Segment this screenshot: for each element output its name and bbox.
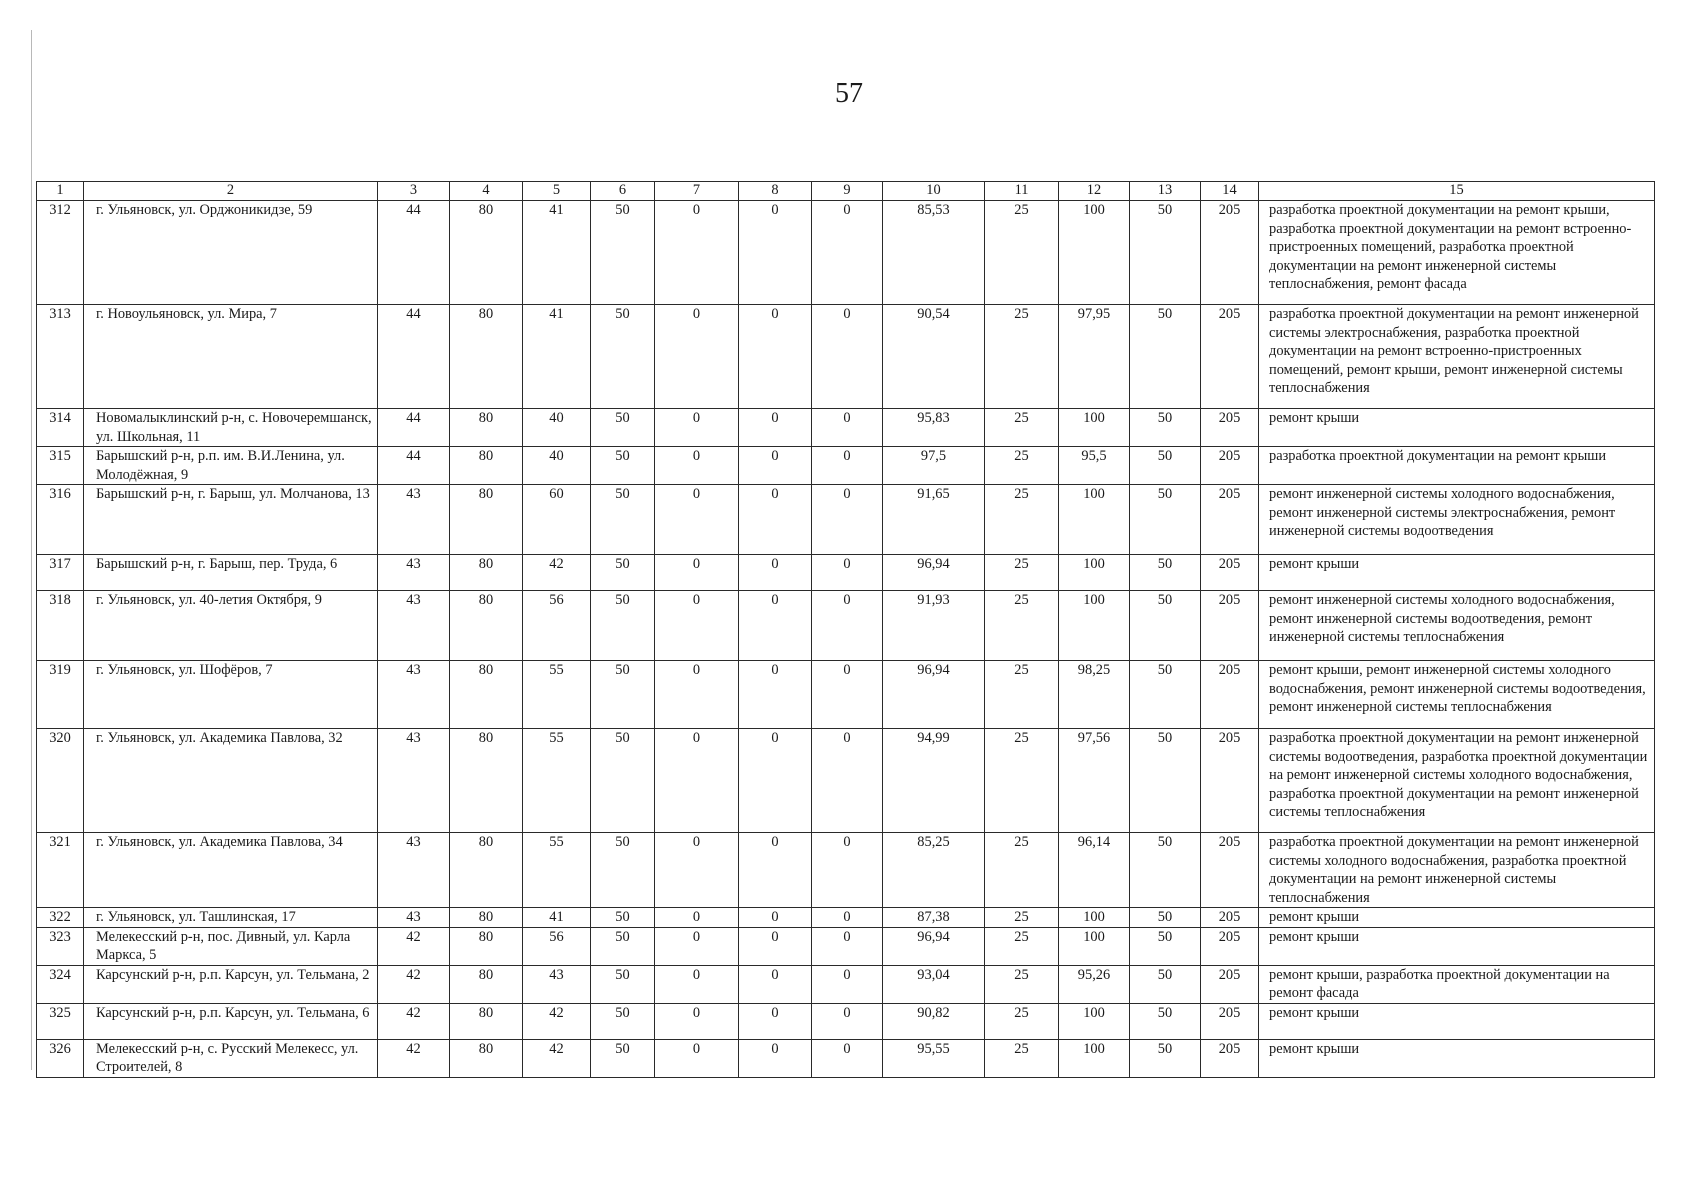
row-number-cell: 316	[37, 485, 84, 555]
table-row	[37, 1039, 1655, 1077]
address-cell: г. Ульяновск, ул. Орджоникидзе, 59	[84, 201, 378, 305]
cell-c5: 40	[523, 409, 591, 447]
cell-c9: 0	[812, 485, 883, 555]
cell-c3: 44	[378, 201, 450, 305]
address-cell: Барышский р-н, р.п. им. В.И.Ленина, ул. Молодёжная, 9	[84, 447, 378, 485]
cell-c12: 100	[1059, 908, 1130, 928]
header-row	[37, 182, 1655, 201]
cell-c6: 50	[591, 201, 655, 305]
cell-c4: 80	[450, 555, 523, 591]
cell-c6: 50	[591, 485, 655, 555]
cell-c8: 0	[739, 591, 812, 661]
cell-c12: 96,14	[1059, 833, 1130, 908]
cell-c14: 205	[1201, 908, 1259, 928]
cell-c8: 0	[739, 485, 812, 555]
cell-c7: 0	[655, 1003, 739, 1039]
cell-c5: 56	[523, 591, 591, 661]
cell-c3: 43	[378, 908, 450, 928]
address-cell: г. Ульяновск, ул. 40-летия Октября, 9	[84, 591, 378, 661]
cell-c13: 50	[1130, 908, 1201, 928]
cell-c4: 80	[450, 927, 523, 965]
table-row	[37, 729, 1655, 833]
cell-c11: 25	[985, 485, 1059, 555]
cell-c4: 80	[450, 1039, 523, 1077]
cell-c9: 0	[812, 555, 883, 591]
cell-c3: 43	[378, 591, 450, 661]
cell-c14: 205	[1201, 833, 1259, 908]
address-cell: г. Ульяновск, ул. Ташлинская, 17	[84, 908, 378, 928]
cell-c9: 0	[812, 927, 883, 965]
cell-c14: 205	[1201, 729, 1259, 833]
cell-c4: 80	[450, 833, 523, 908]
cell-c4: 80	[450, 729, 523, 833]
column-header: 9	[812, 182, 883, 201]
cell-c4: 80	[450, 1003, 523, 1039]
cell-c7: 0	[655, 661, 739, 729]
cell-c7: 0	[655, 447, 739, 485]
cell-c10: 93,04	[883, 965, 985, 1003]
cell-c10: 90,54	[883, 305, 985, 409]
cell-c11: 25	[985, 965, 1059, 1003]
column-header: 13	[1130, 182, 1201, 201]
column-header: 4	[450, 182, 523, 201]
cell-c10: 91,93	[883, 591, 985, 661]
cell-c3: 43	[378, 555, 450, 591]
cell-c14: 205	[1201, 661, 1259, 729]
cell-c10: 85,53	[883, 201, 985, 305]
works-cell: разработка проектной документации на ремонт инженерной системы электроснабжения, разработка проектной документации на ремонт встроенно-пристроенных помещений, ремонт крыши, ремонт инженерной системы теплоснабжения	[1259, 305, 1655, 409]
cell-c9: 0	[812, 908, 883, 928]
column-header: 1	[37, 182, 84, 201]
cell-c6: 50	[591, 409, 655, 447]
cell-c13: 50	[1130, 661, 1201, 729]
table-row	[37, 927, 1655, 965]
cell-c13: 50	[1130, 1039, 1201, 1077]
cell-c9: 0	[812, 1003, 883, 1039]
cell-c8: 0	[739, 965, 812, 1003]
cell-c10: 91,65	[883, 485, 985, 555]
cell-c14: 205	[1201, 485, 1259, 555]
cell-c12: 97,95	[1059, 305, 1130, 409]
cell-c13: 50	[1130, 447, 1201, 485]
works-cell: ремонт крыши	[1259, 555, 1655, 591]
cell-c8: 0	[739, 201, 812, 305]
cell-c10: 96,94	[883, 927, 985, 965]
cell-c10: 95,83	[883, 409, 985, 447]
cell-c11: 25	[985, 305, 1059, 409]
cell-c12: 95,5	[1059, 447, 1130, 485]
column-header: 3	[378, 182, 450, 201]
cell-c3: 43	[378, 485, 450, 555]
works-cell: ремонт крыши	[1259, 908, 1655, 928]
cell-c6: 50	[591, 965, 655, 1003]
cell-c8: 0	[739, 555, 812, 591]
cell-c13: 50	[1130, 591, 1201, 661]
cell-c7: 0	[655, 409, 739, 447]
column-header: 6	[591, 182, 655, 201]
cell-c9: 0	[812, 1039, 883, 1077]
address-cell: Барышский р-н, г. Барыш, ул. Молчанова, 13	[84, 485, 378, 555]
cell-c5: 41	[523, 305, 591, 409]
cell-c11: 25	[985, 729, 1059, 833]
cell-c13: 50	[1130, 927, 1201, 965]
register-table	[36, 181, 1655, 1078]
works-cell: ремонт крыши	[1259, 1039, 1655, 1077]
cell-c4: 80	[450, 908, 523, 928]
row-number-cell: 326	[37, 1039, 84, 1077]
column-header: 10	[883, 182, 985, 201]
cell-c9: 0	[812, 833, 883, 908]
cell-c5: 41	[523, 908, 591, 928]
table-row	[37, 201, 1655, 305]
works-cell: разработка проектной документации на ремонт крыши, разработка проектной документации на ремонт встроенно-пристроенных помещений, разработка проектной документации на ремонт инженерной системы теплоснабжения, ремонт фасада	[1259, 201, 1655, 305]
cell-c12: 100	[1059, 485, 1130, 555]
table-row	[37, 1003, 1655, 1039]
cell-c5: 41	[523, 201, 591, 305]
cell-c11: 25	[985, 447, 1059, 485]
column-header: 12	[1059, 182, 1130, 201]
cell-c5: 42	[523, 555, 591, 591]
cell-c4: 80	[450, 485, 523, 555]
cell-c3: 43	[378, 661, 450, 729]
cell-c10: 96,94	[883, 661, 985, 729]
row-number-cell: 318	[37, 591, 84, 661]
address-cell: Новомалыклинский р-н, с. Новочеремшанск, ул. Школьная, 11	[84, 409, 378, 447]
cell-c14: 205	[1201, 1039, 1259, 1077]
cell-c14: 205	[1201, 927, 1259, 965]
cell-c4: 80	[450, 201, 523, 305]
cell-c12: 100	[1059, 201, 1130, 305]
cell-c3: 44	[378, 305, 450, 409]
cell-c11: 25	[985, 409, 1059, 447]
row-number-cell: 317	[37, 555, 84, 591]
cell-c10: 96,94	[883, 555, 985, 591]
cell-c9: 0	[812, 661, 883, 729]
cell-c8: 0	[739, 833, 812, 908]
row-number-cell: 325	[37, 1003, 84, 1039]
row-number-cell: 322	[37, 908, 84, 928]
cell-c3: 43	[378, 833, 450, 908]
cell-c10: 90,82	[883, 1003, 985, 1039]
cell-c7: 0	[655, 729, 739, 833]
cell-c4: 80	[450, 661, 523, 729]
cell-c13: 50	[1130, 305, 1201, 409]
cell-c9: 0	[812, 409, 883, 447]
cell-c11: 25	[985, 591, 1059, 661]
table-row	[37, 833, 1655, 908]
row-number-cell: 315	[37, 447, 84, 485]
cell-c8: 0	[739, 447, 812, 485]
works-cell: ремонт крыши	[1259, 409, 1655, 447]
cell-c4: 80	[450, 447, 523, 485]
cell-c5: 42	[523, 1003, 591, 1039]
works-cell: ремонт крыши, разработка проектной документации на ремонт фасада	[1259, 965, 1655, 1003]
cell-c3: 44	[378, 447, 450, 485]
column-header: 2	[84, 182, 378, 201]
cell-c11: 25	[985, 555, 1059, 591]
cell-c5: 55	[523, 661, 591, 729]
cell-c8: 0	[739, 1003, 812, 1039]
column-header: 11	[985, 182, 1059, 201]
cell-c11: 25	[985, 833, 1059, 908]
cell-c11: 25	[985, 908, 1059, 928]
cell-c14: 205	[1201, 409, 1259, 447]
cell-c5: 40	[523, 447, 591, 485]
cell-c5: 55	[523, 833, 591, 908]
cell-c5: 56	[523, 927, 591, 965]
cell-c9: 0	[812, 965, 883, 1003]
table-row	[37, 661, 1655, 729]
cell-c7: 0	[655, 305, 739, 409]
table-row	[37, 485, 1655, 555]
cell-c4: 80	[450, 409, 523, 447]
cell-c14: 205	[1201, 591, 1259, 661]
address-cell: Мелекесский р-н, с. Русский Мелекесс, ул. Строителей, 8	[84, 1039, 378, 1077]
cell-c8: 0	[739, 661, 812, 729]
address-cell: г. Ульяновск, ул. Академика Павлова, 34	[84, 833, 378, 908]
cell-c7: 0	[655, 833, 739, 908]
cell-c8: 0	[739, 305, 812, 409]
cell-c13: 50	[1130, 201, 1201, 305]
address-cell: г. Ульяновск, ул. Шофёров, 7	[84, 661, 378, 729]
table-row	[37, 409, 1655, 447]
cell-c5: 60	[523, 485, 591, 555]
cell-c4: 80	[450, 965, 523, 1003]
cell-c12: 95,26	[1059, 965, 1130, 1003]
cell-c3: 44	[378, 409, 450, 447]
cell-c11: 25	[985, 661, 1059, 729]
cell-c6: 50	[591, 833, 655, 908]
row-number-cell: 314	[37, 409, 84, 447]
cell-c11: 25	[985, 201, 1059, 305]
cell-c3: 42	[378, 1003, 450, 1039]
cell-c12: 100	[1059, 555, 1130, 591]
row-number-cell: 320	[37, 729, 84, 833]
row-number-cell: 321	[37, 833, 84, 908]
cell-c10: 87,38	[883, 908, 985, 928]
cell-c13: 50	[1130, 1003, 1201, 1039]
cell-c11: 25	[985, 927, 1059, 965]
cell-c8: 0	[739, 409, 812, 447]
cell-c13: 50	[1130, 555, 1201, 591]
table-row	[37, 908, 1655, 928]
works-cell: ремонт крыши	[1259, 927, 1655, 965]
cell-c12: 100	[1059, 927, 1130, 965]
cell-c5: 42	[523, 1039, 591, 1077]
works-cell: разработка проектной документации на ремонт инженерной системы холодного водоснабжения, разработка проектной документации на ремонт инженерной системы теплоснабжения	[1259, 833, 1655, 908]
works-cell: ремонт крыши	[1259, 1003, 1655, 1039]
cell-c9: 0	[812, 447, 883, 485]
address-cell: Карсунский р-н, р.п. Карсун, ул. Тельмана, 6	[84, 1003, 378, 1039]
cell-c12: 98,25	[1059, 661, 1130, 729]
table-row	[37, 965, 1655, 1003]
cell-c5: 55	[523, 729, 591, 833]
works-cell: ремонт инженерной системы холодного водоснабжения, ремонт инженерной системы электроснабжения, ремонт инженерной системы водоотведения	[1259, 485, 1655, 555]
cell-c6: 50	[591, 661, 655, 729]
cell-c6: 50	[591, 1039, 655, 1077]
address-cell: г. Ульяновск, ул. Академика Павлова, 32	[84, 729, 378, 833]
cell-c11: 25	[985, 1003, 1059, 1039]
cell-c6: 50	[591, 908, 655, 928]
cell-c13: 50	[1130, 965, 1201, 1003]
cell-c5: 43	[523, 965, 591, 1003]
cell-c14: 205	[1201, 305, 1259, 409]
row-number-cell: 323	[37, 927, 84, 965]
cell-c14: 205	[1201, 1003, 1259, 1039]
table-row	[37, 555, 1655, 591]
cell-c12: 97,56	[1059, 729, 1130, 833]
cell-c14: 205	[1201, 555, 1259, 591]
cell-c9: 0	[812, 305, 883, 409]
cell-c4: 80	[450, 305, 523, 409]
row-number-cell: 324	[37, 965, 84, 1003]
column-header: 8	[739, 182, 812, 201]
cell-c6: 50	[591, 305, 655, 409]
column-header: 15	[1259, 182, 1655, 201]
cell-c14: 205	[1201, 201, 1259, 305]
cell-c10: 95,55	[883, 1039, 985, 1077]
cell-c7: 0	[655, 201, 739, 305]
cell-c12: 100	[1059, 591, 1130, 661]
cell-c11: 25	[985, 1039, 1059, 1077]
cell-c7: 0	[655, 485, 739, 555]
works-cell: разработка проектной документации на ремонт инженерной системы водоотведения, разработка проектной документации на ремонт инженерной системы холодного водоснабжения, разработка проектной документации на ремонт инженерной системы теплоснабжения	[1259, 729, 1655, 833]
cell-c7: 0	[655, 908, 739, 928]
cell-c7: 0	[655, 555, 739, 591]
cell-c8: 0	[739, 1039, 812, 1077]
cell-c6: 50	[591, 927, 655, 965]
cell-c13: 50	[1130, 409, 1201, 447]
cell-c9: 0	[812, 729, 883, 833]
cell-c10: 85,25	[883, 833, 985, 908]
cell-c13: 50	[1130, 729, 1201, 833]
cell-c7: 0	[655, 927, 739, 965]
cell-c3: 42	[378, 965, 450, 1003]
row-number-cell: 319	[37, 661, 84, 729]
cell-c7: 0	[655, 591, 739, 661]
cell-c3: 43	[378, 729, 450, 833]
cell-c10: 94,99	[883, 729, 985, 833]
cell-c14: 205	[1201, 965, 1259, 1003]
cell-c9: 0	[812, 201, 883, 305]
cell-c13: 50	[1130, 833, 1201, 908]
cell-c6: 50	[591, 591, 655, 661]
cell-c6: 50	[591, 729, 655, 833]
address-cell: Барышский р-н, г. Барыш, пер. Труда, 6	[84, 555, 378, 591]
column-header: 5	[523, 182, 591, 201]
page-margin-line	[31, 30, 32, 1070]
cell-c6: 50	[591, 1003, 655, 1039]
cell-c8: 0	[739, 908, 812, 928]
cell-c6: 50	[591, 447, 655, 485]
table-body	[37, 201, 1655, 1078]
address-cell: г. Новоульяновск, ул. Мира, 7	[84, 305, 378, 409]
row-number-cell: 312	[37, 201, 84, 305]
cell-c3: 42	[378, 927, 450, 965]
cell-c13: 50	[1130, 485, 1201, 555]
cell-c8: 0	[739, 927, 812, 965]
table-row	[37, 447, 1655, 485]
address-cell: Мелекесский р-н, пос. Дивный, ул. Карла Маркса, 5	[84, 927, 378, 965]
cell-c10: 97,5	[883, 447, 985, 485]
column-header: 7	[655, 182, 739, 201]
cell-c6: 50	[591, 555, 655, 591]
column-header: 14	[1201, 182, 1259, 201]
cell-c12: 100	[1059, 1003, 1130, 1039]
table-row	[37, 305, 1655, 409]
cell-c14: 205	[1201, 447, 1259, 485]
works-cell: ремонт инженерной системы холодного водоснабжения, ремонт инженерной системы водоотведения, ремонт инженерной системы теплоснабжения	[1259, 591, 1655, 661]
cell-c12: 100	[1059, 409, 1130, 447]
cell-c9: 0	[812, 591, 883, 661]
row-number-cell: 313	[37, 305, 84, 409]
table-row	[37, 591, 1655, 661]
cell-c7: 0	[655, 1039, 739, 1077]
cell-c4: 80	[450, 591, 523, 661]
cell-c3: 42	[378, 1039, 450, 1077]
works-cell: ремонт крыши, ремонт инженерной системы холодного водоснабжения, ремонт инженерной системы водоотведения, ремонт инженерной системы теплоснабжения	[1259, 661, 1655, 729]
works-cell: разработка проектной документации на ремонт крыши	[1259, 447, 1655, 485]
page-number: 57	[835, 78, 863, 109]
cell-c8: 0	[739, 729, 812, 833]
address-cell: Карсунский р-н, р.п. Карсун, ул. Тельмана, 2	[84, 965, 378, 1003]
cell-c12: 100	[1059, 1039, 1130, 1077]
cell-c7: 0	[655, 965, 739, 1003]
